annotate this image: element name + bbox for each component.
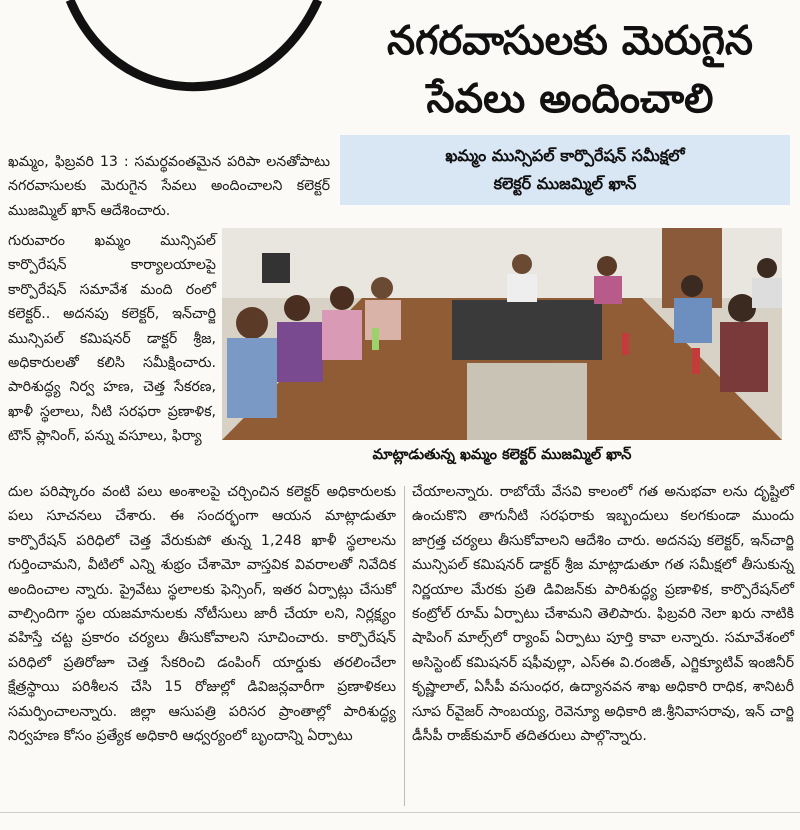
headline-line-1: నగరవాసులకు మెరుగైన — [386, 18, 753, 64]
article-paragraph-4: చేయాలన్నారు. రాబోయే వేసవి కాలంలో గత అనుభవా లను దృష్టిలో ఉంచుకొని తాగునీటి సరఫరాకు ఇబ్బందులు కలగకుండా ముందు జాగ్రత్త చర్యలు తీసుకోవాలని ఆదేశిం చారు. అదనపు కలెక్టర్, ఇన్‌చార్జి మున్సిపల్ కమిషనర్ డాక్టర్ శ్రీజ మాట్లాడుతూ గత సమీక్షలో తీసుకున్న నిర్ణయాల మేరకు ప్రతి డివిజన్‌కు పారిశుద్ధ్య ప్రణాళిక, కార్పొరేషన్‌లో కంట్రోల్ రూమ్ ఏర్పాటు చేశామని తెలిపారు. ఫిబ్రవరి నెలా ఖరు నాటికి షాపింగ్ మాల్స్‌లో ర్యాంప్ ఏర్పాటు పూర్తి కావా లన్నారు. సమావేశంలో అసిస్టెంట్ కమిషనర్ షఫీవుల్లా, ఎస్ఈ వి.రంజిత్, ఎగ్జిక్యూటివ్ ఇంజినీర్ కృష్ణాలాల్, ఏసీపీ వసుంధర, ఉద్యానవన శాఖ అధికారి రాధిక, శానిటరీ సూప ర్‌వైజర్ సాంబయ్య, రెవెన్యూ అధికారి జి.శ్రీనివాసరావు, ఇన్ చార్జి డీసీపీ రాజ్‌కుమార్ తదితరులు పాల్గొన్నారు. — [412, 484, 794, 745]
subhead-line-1: ఖమ్మం మున్సిపల్ కార్పొరేషన్ సమీక్షలో — [445, 146, 685, 165]
decorative-swoosh — [0, 0, 340, 140]
article-paragraph-1: ఖమ్మం, ఫిబ్రవరి 13 : సమర్థవంతమైన పరిపా లనతోపాటు నగరవాసులకు మెరుగైన సేవలు అందించాలని కలెక్టర్ ముజమ్మిల్ ఖాన్ ఆదేశించారు. — [8, 154, 330, 219]
meeting-photo-illustration — [222, 228, 782, 440]
subhead-line-2: కలెక్టర్ ముజమ్మిల్ ఖాన్ — [493, 174, 637, 193]
bottom-rule — [0, 812, 800, 813]
column-divider — [404, 486, 405, 806]
photo-caption: మాట్లాడుతున్న ఖమ్మం కలెక్టర్ ముజమ్మిల్ ఖాన్ — [372, 447, 632, 463]
headline — [345, 12, 795, 128]
subhead-box — [340, 135, 790, 205]
article-paragraph-3: దుల పరిష్కారం వంటి పలు అంశాలపై చర్చించిన కలెక్టర్ అధికారులకు పలు సూచనలు చేశారు. ఈ సందర్భంగా ఆయన మాట్లాడుతూ కార్పొరేషన్ పరిధిలో చెత్త వేరుకుపో తున్న 1,248 ఖాళీ స్థలాలను గుర్తించామని, వీటిలో ఎన్ని శుభ్రం చేశామో వాస్తవిక వివరాలతో నివేదిక అందించాల న్నారు. ప్రైవేటు స్థలాలకు ఫెన్సింగ్, ఇతర ఏర్పాట్లు చేసుకో వాల్సిందిగా స్థల యజమానులకు నోటీసులు జారీ చేయా లని, నిర్లక్ష్యం వహిస్తే చట్ట ప్రకారం చర్యలు తీసుకోవాలని సూచించారు. కార్పొరేషన్ పరిధిలో ప్రతిరోజూ చెత్త సేకరించి డంపింగ్ యార్డుకు తరలించేలా క్షేత్రస్థాయి పరిశీలన చేసి 15 రోజుల్లో డివిజన్లవారీగా ప్రణాళికలు సమర్పించాలన్నారు. జిల్లా ఆసుపత్రి పరిసర ప్రాంతాల్లో పారిశుద్ధ్య నిర్వహణ కోసం ప్రత్యేక అధికారి ఆధ్వర్యంలో బృందాన్ని ఏర్పాటు — [8, 484, 396, 745]
headline-line-2: సేవలు అందించాలి — [426, 76, 714, 122]
meeting-photo — [222, 228, 782, 440]
article-paragraph-2: గురువారం ఖమ్మం మున్సిపల్ కార్పొరేషన్ కార్యాలయాలపై కార్పొరేషన్ సమావేశ మంది రంలో కలెక్టర్.. అదనపు కలెక్టర్, ఇన్‌చార్జి మున్సిపల్ కమిషనర్ డాక్టర్ శ్రీజ, అధికారులతో కలిసి సమీక్షించారు. పారిశుద్ధ్య నిర్వ హణ, చెత్త సేకరణ, ఖాళీ స్థలాలు, నీటి సరఫరా ప్రణాళిక, టౌన్ ప్లానింగ్, పన్ను వసూలు, ఫిర్యా — [8, 233, 216, 445]
